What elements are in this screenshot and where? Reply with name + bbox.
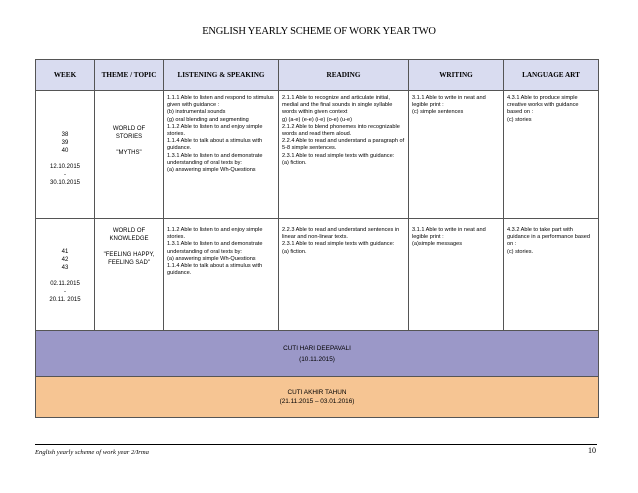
listening-cell: 1.1.2 Able to listen to and enjoy simple stories. 1.3.1 Able to listen to and demonstrate understanding of oral texts by: (a) answering simple Wh-Questions 1.1.4 Able to talk about a stimulus with guidance. [164, 219, 279, 331]
reading-cell: 2.1.1 Able to recognize and articulate initial, medial and the final sounds in single syllable words within given context g) (a-e) (e-e) (i-e) (o-e) (u-e) 2.1.2 Able to blend phonemes into recognizable words and read them aloud. 2.2.4 Able to read and understand a paragraph of 5-8 simple sentences. 2.3.1 Able to read simple texts with guidance: (a) fiction. [279, 91, 409, 219]
header-row [36, 60, 599, 91]
writing-cell: 3.1.1 Able to write in neat and legible print : (c) simple sentences [409, 91, 504, 219]
reading-cell: 2.2.3 Able to read and understand sentences in linear and non-linear texts. 2.3.1 Able to read simple texts with guidance: (a) fiction. [279, 219, 409, 331]
theme-cell: WORLD OF STORIES "MYTHS" [95, 91, 164, 219]
listening-cell: 1.1.1 Able to listen and respond to stimulus given with guidance : (b) instrumental sounds (g) oral blending and segmenting 1.1.2 Able to listen to and enjoy simple stories. 1.1.4 Able to talk about a stimulus with guidance. 1.3.1 Able to listen to and demonstrate understanding of oral texts by: (a) answering simple Wh-Questions [164, 91, 279, 219]
holiday-name: CUTI AKHIR TAHUN [287, 389, 347, 396]
holiday-row-deepavali [36, 331, 599, 377]
holiday-row-year-end [36, 377, 599, 418]
holiday-date: (21.11.2015 – 03.01.2016) [279, 398, 355, 405]
page-number: 10 [588, 446, 596, 455]
theme-cell: WORLD OF KNOWLEDGE "FEELING HAPPY, FEELING SAD" [95, 219, 164, 331]
page-title: ENGLISH YEARLY SCHEME OF WORK YEAR TWO [202, 26, 436, 37]
table-row [36, 91, 599, 219]
holiday-cell [36, 377, 599, 418]
table-row [36, 219, 599, 331]
header-language-art: LANGUAGE ART [504, 60, 599, 91]
week-cell: 38 39 40 12.10.2015 - 30.10.2015 [36, 91, 95, 219]
language-art-cell: 4.3.2 Able to take part with guidance in a performance based on : (c) stories. [504, 219, 599, 331]
language-art-cell: 4.3.1 Able to produce simple creative works with guidance based on : (c) stories [504, 91, 599, 219]
scheme-table [35, 59, 599, 418]
header-listening-speaking: LISTENING & SPEAKING [164, 60, 279, 91]
holiday-date: (10.11.2015) [299, 355, 335, 363]
footer-text: English yearly scheme of work year 2/Irma [35, 449, 149, 456]
header-writing: WRITING [409, 60, 504, 91]
week-cell: 41 42 43 02.11.2015 - 20.11. 2015 [36, 219, 95, 331]
header-reading: READING [279, 60, 409, 91]
holiday-cell [36, 331, 599, 377]
header-week: WEEK [36, 60, 95, 91]
footer-divider [35, 444, 597, 445]
header-theme: THEME / TOPIC [95, 60, 164, 91]
writing-cell: 3.1.1 Able to write in neat and legible print : (a)simple messages [409, 219, 504, 331]
holiday-name: CUTI HARI DEEPAVALI [283, 344, 351, 352]
